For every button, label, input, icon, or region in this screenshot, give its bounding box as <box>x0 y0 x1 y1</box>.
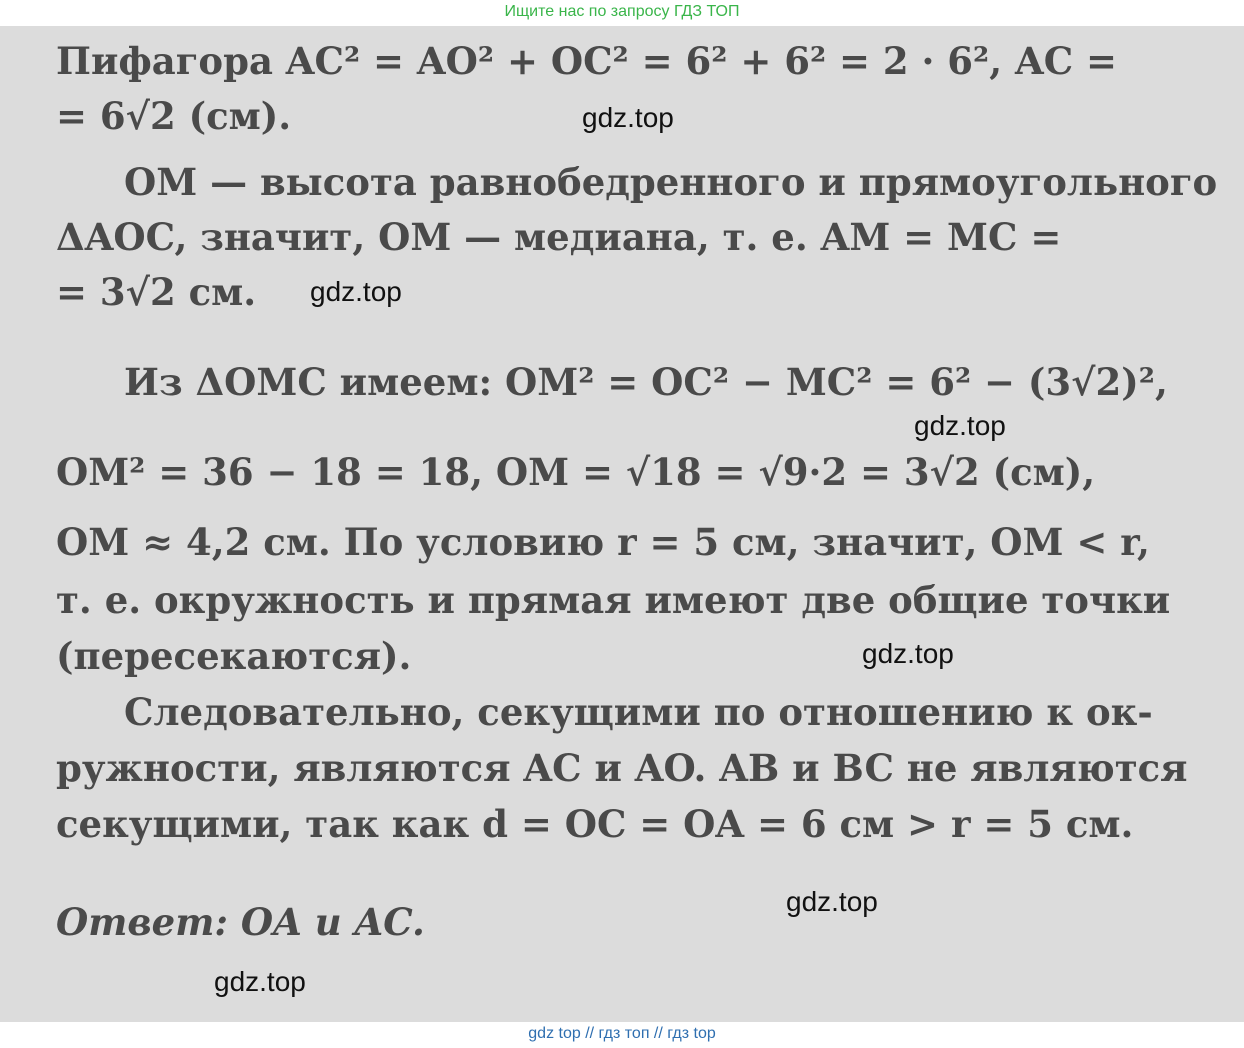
text-line-3: OM — высота равнобедренного и прямоугольного <box>124 160 1218 204</box>
watermark-3: gdz.top <box>914 410 1006 441</box>
text-line-12: ружности, являются AC и AO. AB и BC не являются <box>56 746 1188 790</box>
text-line-9: т. е. окружность и прямая имеют две общие точки <box>56 578 1171 622</box>
text-line-10: (пересекаются). <box>56 634 412 678</box>
answer-line: Ответ: OA и AC. <box>56 900 425 944</box>
text-line-2: = 6√2 (см). <box>56 94 292 138</box>
text-line-5: = 3√2 см. <box>56 270 257 314</box>
watermark-1: gdz.top <box>582 102 674 133</box>
watermark-6: gdz.top <box>214 966 306 997</box>
text-line-7: OM² = 36 − 18 = 18, OM = √18 = √9·2 = 3√2 (см), <box>56 450 1096 494</box>
text-line-6: Из ΔOMC имеем: OM² = OC² − MC² = 6² − (3√2)², <box>124 360 1168 404</box>
textbook-page-scan <box>0 26 1244 1022</box>
text-line-13: секущими, так как d = OC = OA = 6 см > r = 5 см. <box>56 802 1134 846</box>
text-line-4: ΔAOC, значит, OM — медиана, т. е. AM = MC = <box>56 215 1062 259</box>
text-line-11: Следовательно, секущими по отношению к ок- <box>124 690 1153 734</box>
watermark-2: gdz.top <box>310 276 402 307</box>
top-banner: Ищите нас по запросу ГДЗ ТОП <box>0 0 1244 26</box>
footer-links[interactable]: gdz top // гдз топ // гдз top <box>0 1022 1244 1048</box>
text-line-8: OM ≈ 4,2 см. По условию r = 5 см, значит, OM < r, <box>56 520 1150 564</box>
watermark-5: gdz.top <box>786 886 878 917</box>
text-line-1: Пифагора AC² = AO² + OC² = 6² + 6² = 2 · 6², AC = <box>56 39 1118 83</box>
watermark-4: gdz.top <box>862 638 954 669</box>
